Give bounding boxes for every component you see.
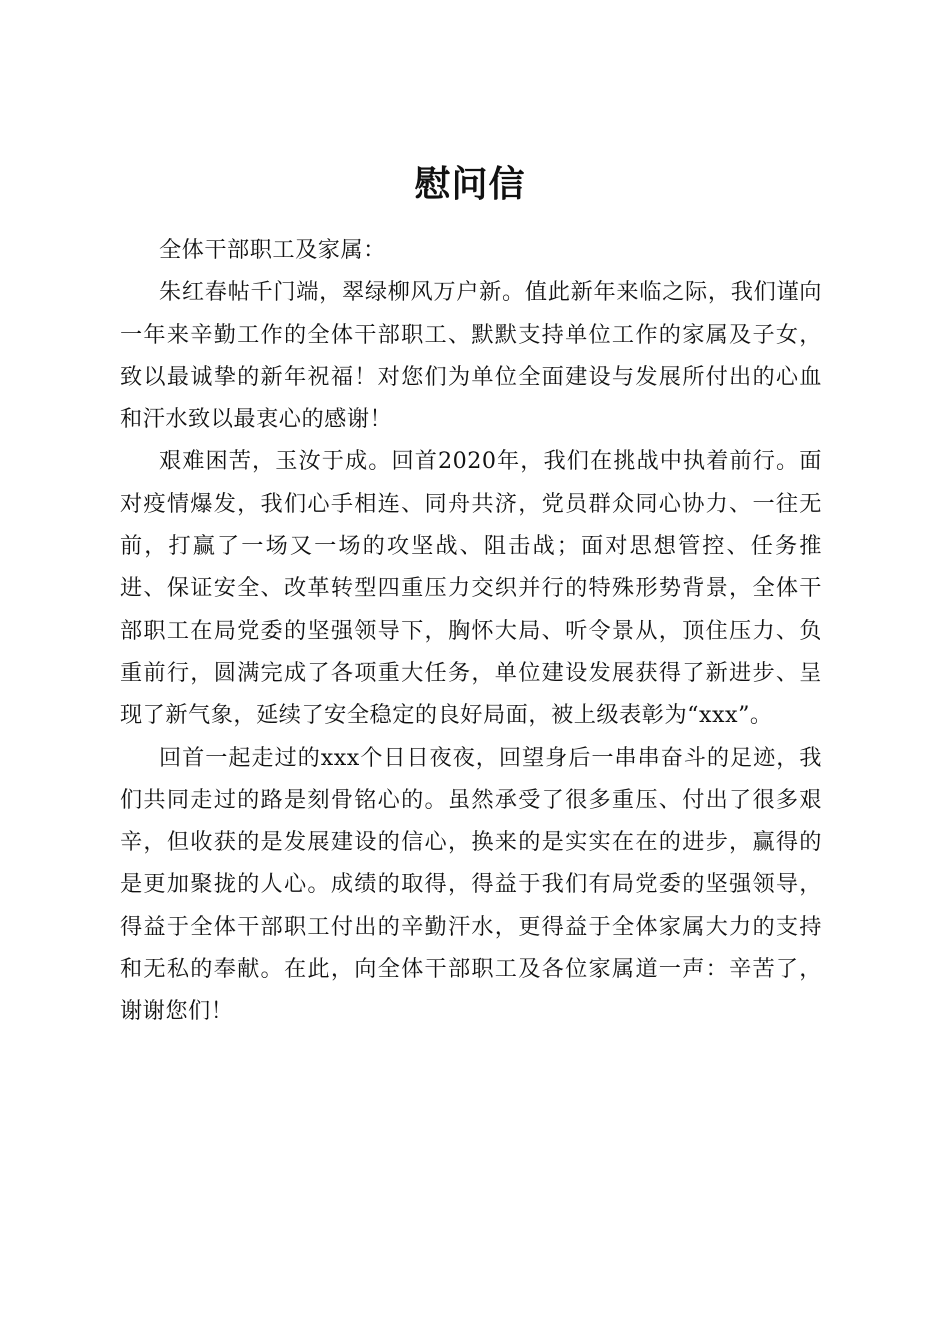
document-title: 慰问信 [414, 163, 526, 206]
letter-body [120, 229, 822, 1033]
salutation: 全体干部职工及家属： [159, 237, 386, 263]
paragraph-review-2020: 艰难困苦，玉汝于成。回首2020年，我们在挑战中执着前行。面对疫情爆发，我们心手相连、同舟共济，党员群众同心协力、一往无前，打赢了一场又一场的攻坚战、阻击战；面对思想管控、任务推进、保证安全、改革转型四重压力交织并行的特殊形势背景，全体干部职工在局党委的坚强领导下，胸怀大局、听令景从，顶住压力、负重前行，圆满完成了各项重大任务，单位建设发展获得了新进步、呈现了新气象，延续了安全稳定的良好局面，被上级表彰为“xxx”。 [120, 448, 822, 729]
paragraph-greeting: 朱红春帖千门端，翠绿柳风万户新。值此新年来临之际，我们谨向一年来辛勤工作的全体干部职工、默默支持单位工作的家属及子女，致以最诚挚的新年祝福！对您们为单位全面建设与发展所付出的心血和汗水致以最衷心的感谢！ [120, 279, 822, 433]
paragraph-thanks: 回首一起走过的xxx个日日夜夜，回望身后一串串奋斗的足迹，我们共同走过的路是刻骨铭心的。虽然承受了很多重压、付出了很多艰辛，但收获的是发展建设的信心，换来的是实实在在的进步，赢得的是更加聚拢的人心。成绩的取得，得益于我们有局党委的坚强领导，得益于全体干部职工付出的辛勤汗水，更得益于全体家属大力的支持和无私的奉献。在此，向全体干部职工及各位家属道一声：辛苦了，谢谢您们！ [120, 744, 822, 1025]
